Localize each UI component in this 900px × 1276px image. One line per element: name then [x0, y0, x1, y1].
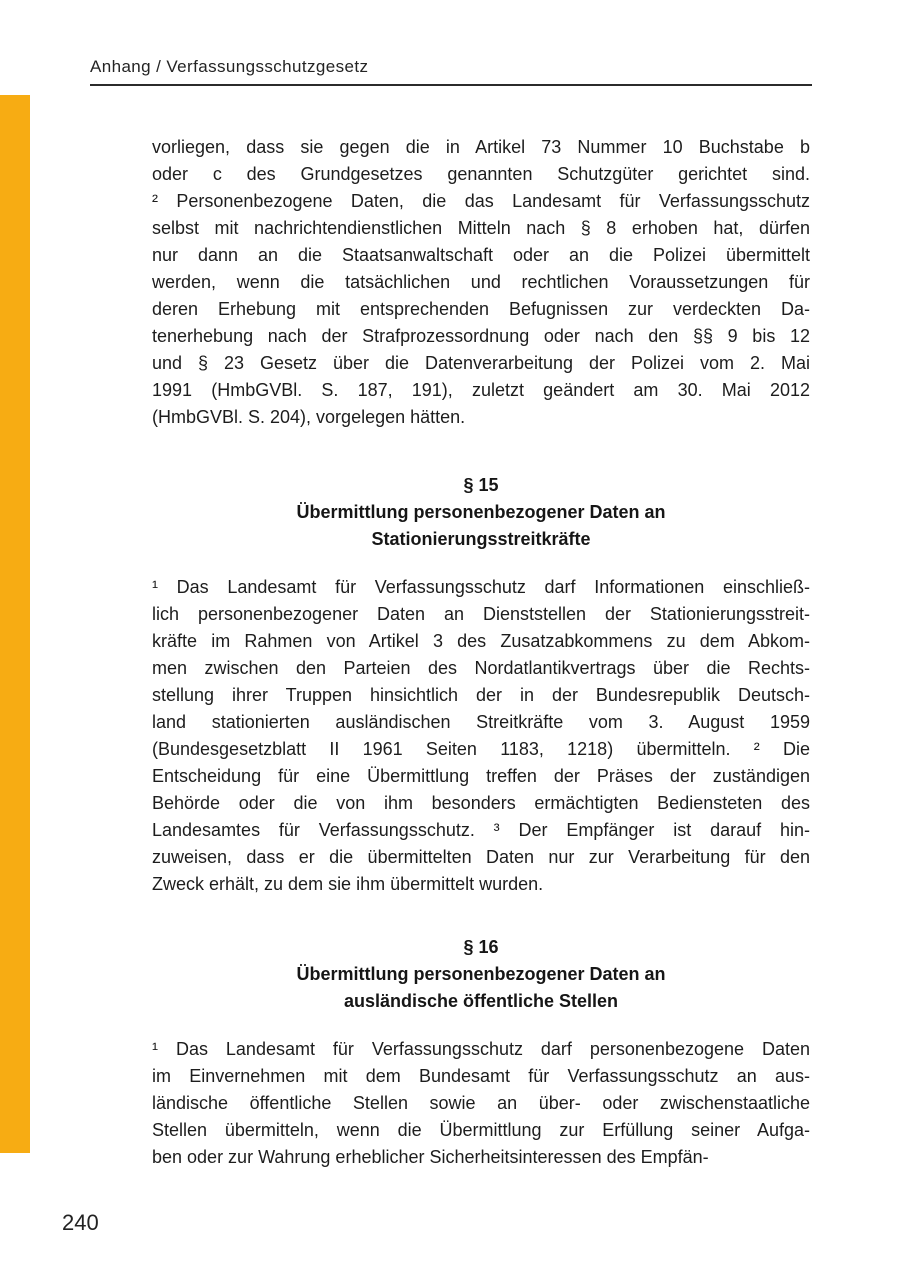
text-line: und § 23 Gesetz über die Datenverarbeitung der Polizei vom 2. Mai — [152, 353, 810, 373]
text-line: ¹ Das Landesamt für Verfassungsschutz darf personenbezogene Daten — [152, 1039, 810, 1059]
page-header — [90, 57, 812, 86]
text-line: stellung ihrer Truppen hinsichtlich der in der Bundesrepublik Deutsch- — [152, 685, 810, 705]
section-16-number: § 16 — [463, 937, 499, 957]
section-16-body — [152, 1036, 810, 1171]
section-15-title — [152, 499, 810, 553]
section-16-title — [152, 961, 810, 1015]
breadcrumb: Anhang / Verfassungsschutzgesetz — [90, 57, 369, 76]
text-line: Behörde oder die von ihm besonders ermächtigten Bediensteten des — [152, 793, 810, 813]
text-line: 1991 (HmbGVBl. S. 187, 191), zuletzt geändert am 30. Mai 2012 — [152, 380, 810, 400]
text-line: deren Erhebung mit entsprechenden Befugnissen zur verdeckten Da- — [152, 299, 810, 319]
section-title-line: Stationierungsstreitkräfte — [371, 529, 591, 549]
text-line: (HmbGVBl. S. 204), vorgelegen hätten. — [152, 407, 466, 427]
page-number: 240 — [62, 1210, 99, 1235]
text-line: im Einvernehmen mit dem Bundesamt für Verfassungsschutz an aus- — [152, 1066, 810, 1086]
text-line: Stellen übermitteln, wenn die Übermittlung zur Erfüllung seiner Aufga- — [152, 1120, 810, 1140]
text-line: land stationierten ausländischen Streitkräfte vom 3. August 1959 — [152, 712, 810, 732]
text-line: nur dann an die Staatsanwaltschaft oder an die Polizei übermittelt — [152, 245, 810, 265]
section-title-line: Übermittlung personenbezogener Daten an — [296, 502, 666, 522]
accent-bar — [0, 95, 30, 1153]
text-line: vorliegen, dass sie gegen die in Artikel 73 Nummer 10 Buchstabe b — [152, 137, 810, 157]
section-15-number: § 15 — [463, 475, 499, 495]
text-line: werden, wenn die tatsächlichen und rechtlichen Voraussetzungen für — [152, 272, 810, 292]
text-line: Entscheidung für eine Übermittlung treffen der Präses der zuständigen — [152, 766, 810, 786]
text-line: selbst mit nachrichtendienstlichen Mitteln nach § 8 erhoben hat, dürfen — [152, 218, 810, 238]
text-line: lich personenbezogener Daten an Dienststellen der Stationierungsstreit- — [152, 604, 810, 624]
section-15-heading — [152, 472, 810, 553]
text-line: men zwischen den Parteien des Nordatlantikvertrags über die Rechts- — [152, 658, 810, 678]
text-line: tenerhebung nach der Strafprozessordnung oder nach den §§ 9 bis 12 — [152, 326, 810, 346]
paragraph-continuation — [152, 134, 810, 431]
text-line: ² Personenbezogene Daten, die das Landesamt für Verfassungsschutz — [152, 191, 810, 211]
text-line: Landesamtes für Verfassungsschutz. ³ Der Empfänger ist darauf hin- — [152, 820, 810, 840]
text-line: oder c des Grundgesetzes genannten Schutzgüter gerichtet sind. — [152, 164, 810, 184]
text-line: ländische öffentliche Stellen sowie an über- oder zwischenstaatliche — [152, 1093, 810, 1113]
text-line: (Bundesgesetzblatt II 1961 Seiten 1183, 1218) übermitteln. ² Die — [152, 739, 810, 759]
text-line: ben oder zur Wahrung erheblicher Sicherheitsinteressen des Empfän- — [152, 1147, 709, 1167]
text-line: zuweisen, dass er die übermittelten Daten nur zur Verarbeitung für den — [152, 847, 810, 867]
text-line: Zweck erhält, zu dem sie ihm übermittelt wurden. — [152, 874, 544, 894]
text-line: ¹ Das Landesamt für Verfassungsschutz darf Informationen einschließ- — [152, 577, 810, 597]
section-title-line: ausländische öffentliche Stellen — [343, 991, 619, 1011]
text-line: kräfte im Rahmen von Artikel 3 des Zusatzabkommens zu dem Abkom- — [152, 631, 810, 651]
section-15-body — [152, 574, 810, 898]
section-16-heading — [152, 934, 810, 1015]
document-body — [152, 134, 810, 1171]
section-title-line: Übermittlung personenbezogener Daten an — [296, 964, 666, 984]
